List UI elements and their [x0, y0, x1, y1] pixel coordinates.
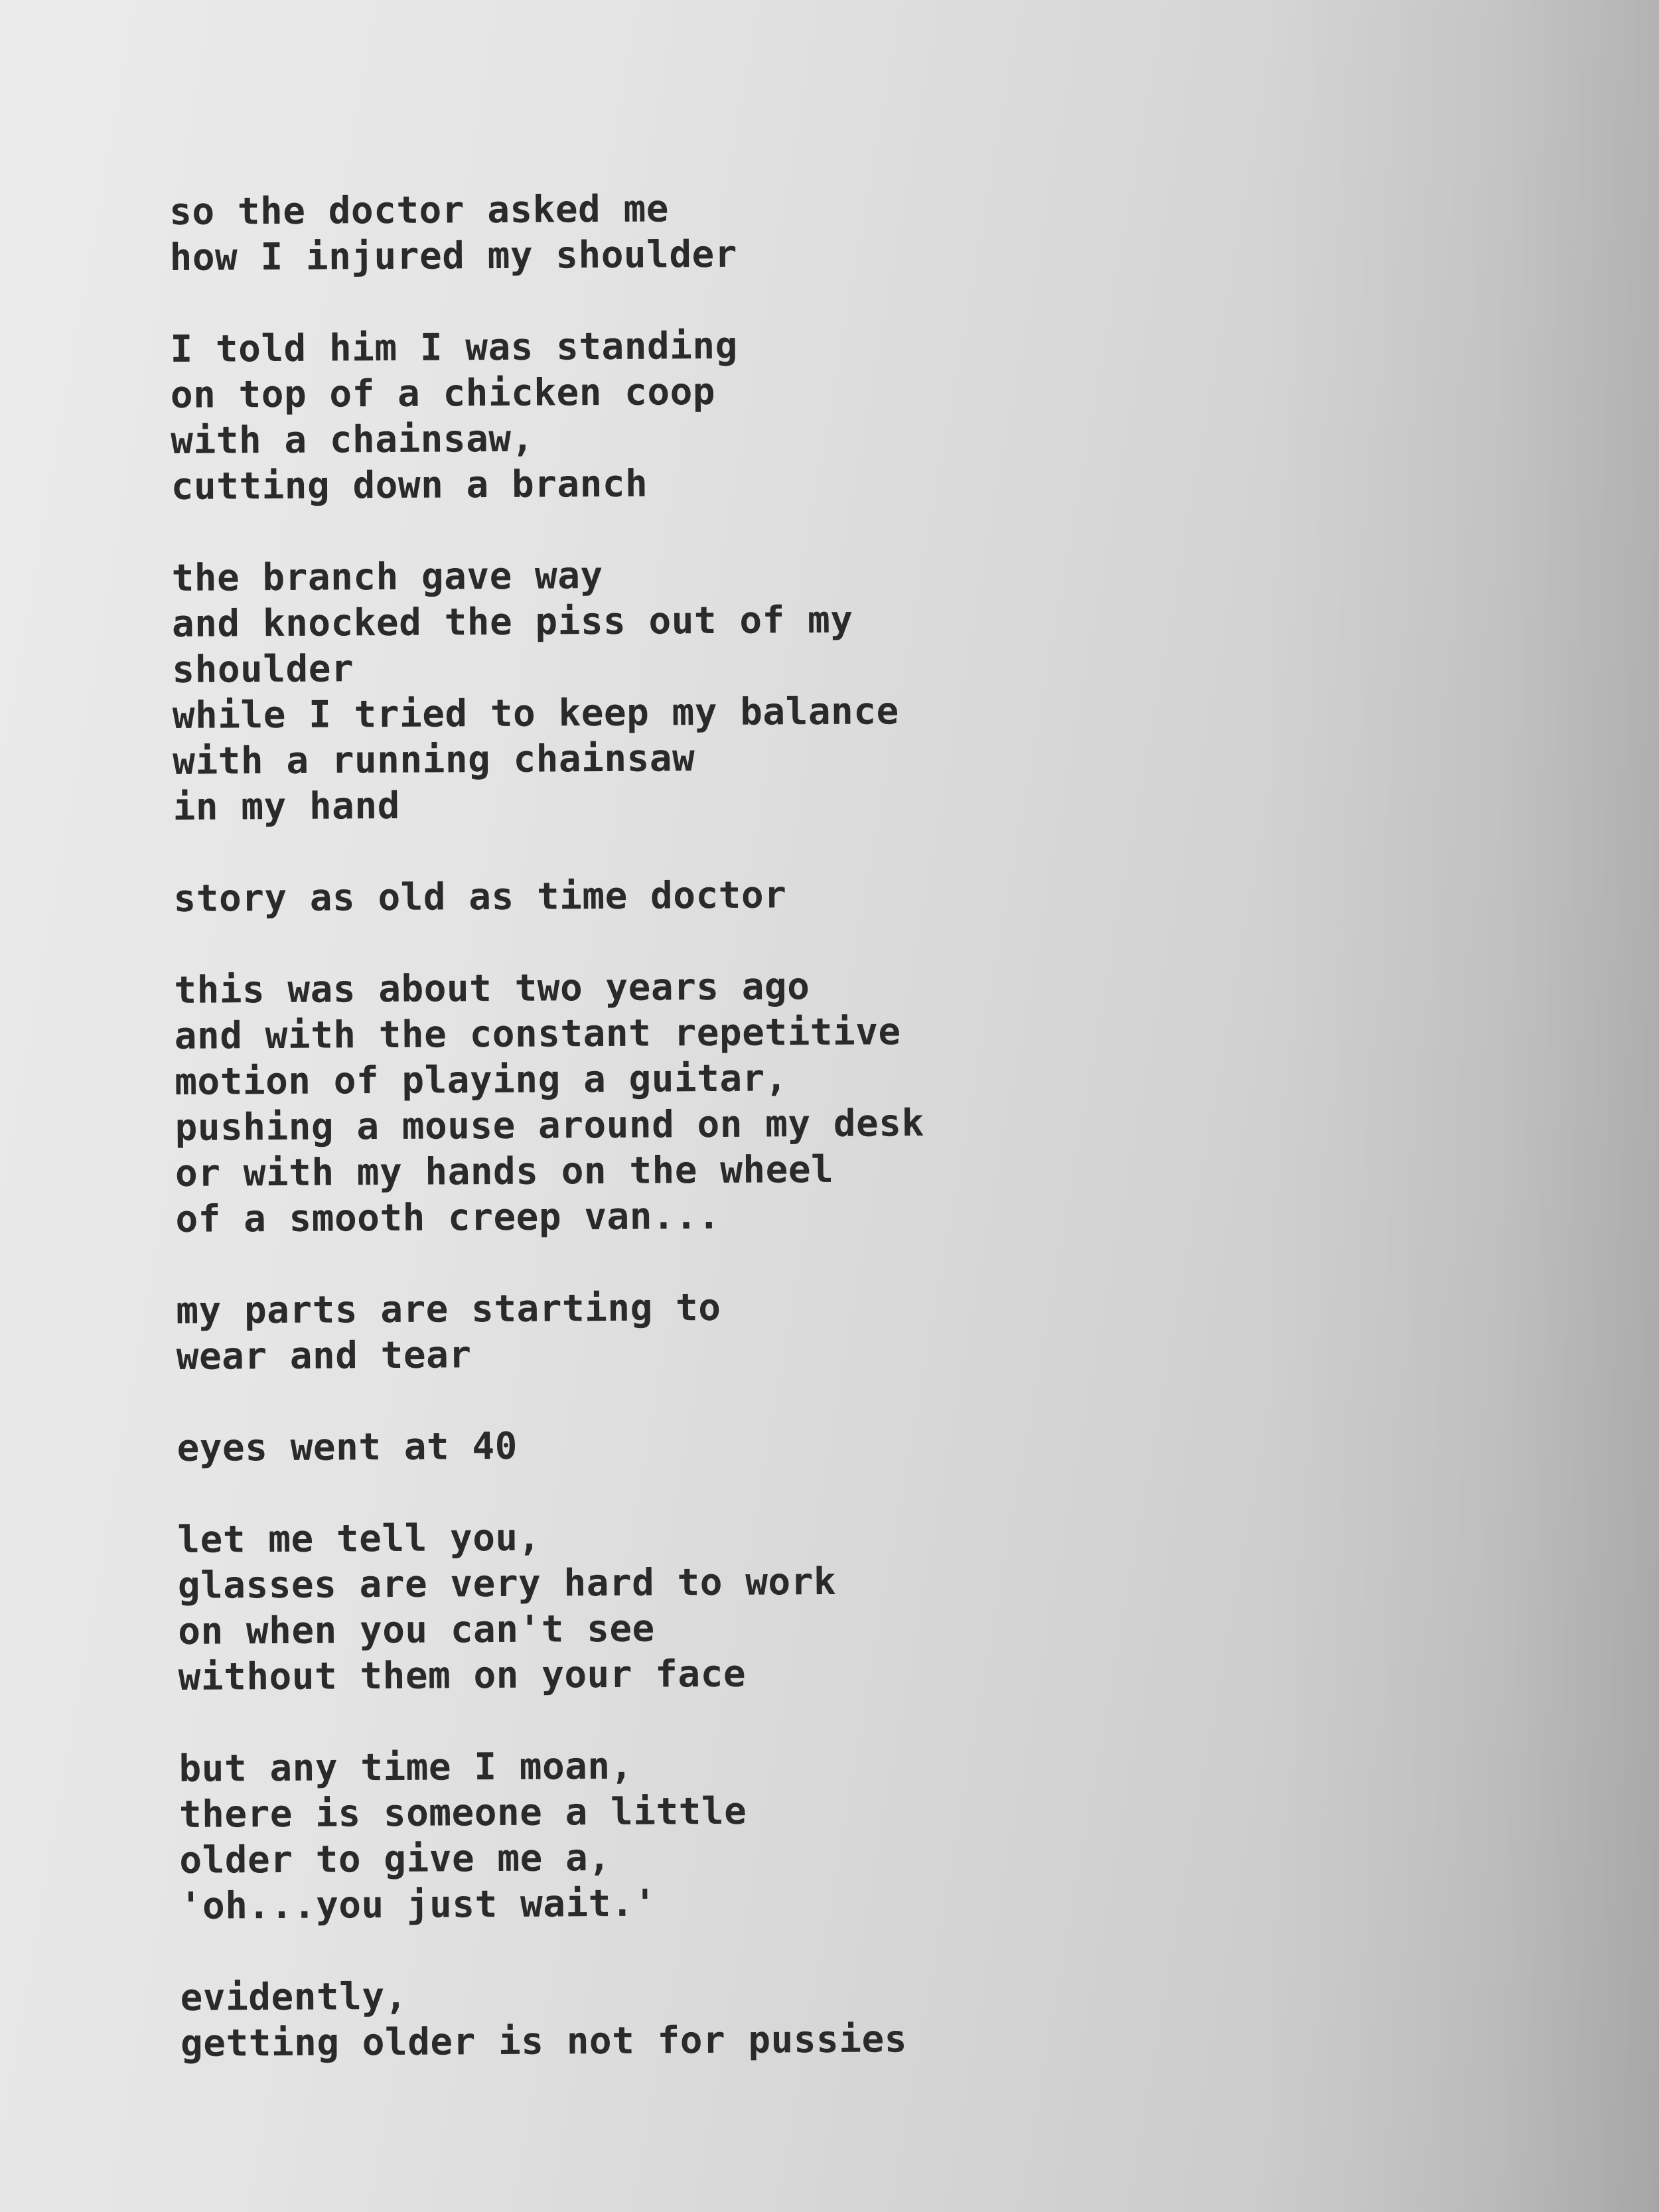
poem-line: there is someone a little: [179, 1789, 747, 1836]
stanza-8: [177, 1509, 1439, 1700]
poem-line: 'oh...you just wait.': [179, 1881, 657, 1928]
stanza-2: [170, 319, 1432, 510]
stanza-9: [179, 1738, 1441, 1929]
stanza-7: [177, 1418, 1437, 1471]
poem-line: cutting down a branch: [171, 462, 648, 508]
stanza-1: [169, 181, 1431, 281]
poem-line: with a running chainsaw: [173, 737, 695, 783]
poem-line: and knocked the piss out of my: [171, 598, 853, 646]
poem-line: while I tried to keep my balance: [172, 690, 899, 737]
poem-line: I told him I was standing: [170, 324, 739, 371]
poem-line: and with the constant repetitive: [174, 1010, 901, 1058]
poem-line: getting older is not for pussies: [180, 2018, 908, 2065]
poem-line: so the doctor asked me: [169, 187, 670, 234]
poem-line: eyes went at 40: [177, 1424, 518, 1470]
poem-line: on when you can't see: [178, 1607, 655, 1653]
poem-line: wear and tear: [176, 1333, 472, 1378]
poem-line: my parts are starting to: [176, 1286, 721, 1333]
poem-line: or with my hands on the wheel: [175, 1147, 834, 1195]
stanza-4: [173, 868, 1434, 922]
poem-line: shoulder: [172, 647, 354, 692]
poem-line: in my hand: [173, 784, 401, 829]
poem-line: of a smooth creep van...: [175, 1194, 721, 1241]
stanza-5: [174, 960, 1436, 1242]
poem-line: on top of a chicken coop: [170, 370, 716, 417]
poem-line: without them on your face: [178, 1652, 747, 1699]
poem-line: this was about two years ago: [174, 965, 810, 1012]
poem-line: older to give me a,: [179, 1836, 611, 1882]
poem-line: with a chainsaw,: [171, 417, 534, 463]
poem-line: evidently,: [180, 1974, 407, 2020]
poem-line: let me tell you,: [177, 1516, 541, 1562]
poem-line: glasses are very hard to work: [177, 1560, 837, 1607]
poem-text: [169, 181, 1441, 2067]
poem-line: the branch gave way: [171, 554, 603, 600]
poem-line: how I injured my shoulder: [169, 232, 738, 279]
poem-line: motion of playing a guitar,: [175, 1057, 788, 1104]
stanza-6: [176, 1280, 1437, 1380]
stanza-10: [180, 1967, 1441, 2067]
poem-line: but any time I moan,: [179, 1744, 634, 1791]
poem-line: pushing a mouse around on my desk: [175, 1102, 924, 1149]
stanza-3: [171, 548, 1433, 830]
poem-line: story as old as time doctor: [173, 873, 787, 921]
